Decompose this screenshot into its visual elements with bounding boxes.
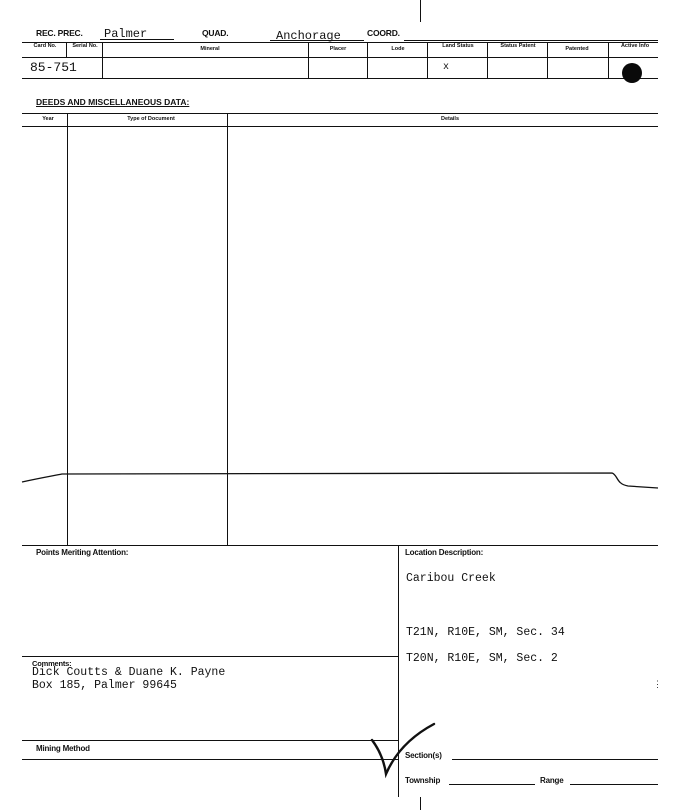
col-lode: Lode [391,46,405,52]
col-mineral: Mineral [200,46,220,52]
land-status-mark: x [443,62,450,73]
divider-status-patented [547,42,548,78]
card-no-value: 85-751 [30,60,77,75]
col-land-status: Land Status [442,43,474,49]
col-active-info: Active Info [620,43,650,49]
section-field-line[interactable] [452,759,658,760]
divider-mineral-placer [308,42,309,78]
location-label: Location Description: [405,548,484,557]
checkmark-icon [368,720,438,780]
comments-top-rule [22,656,398,657]
location-line-1: Caribou Creek [406,572,496,585]
deeds-col-details: Details [440,116,460,122]
township-field-line[interactable] [449,784,535,785]
header-bottom-rule [22,57,658,58]
location-line-2: T21N, R10E, SM, Sec. 34 [406,626,565,639]
mining-method-label: Mining Method [36,744,90,753]
points-label: Points Meriting Attention: [36,548,129,557]
col-status-patent: Status Patent [500,43,536,49]
col-patented: Patented [565,46,589,52]
comments-line-2: Box 185, Palmer 99645 [32,679,177,692]
top-center-mark [420,0,421,22]
deeds-top-rule [22,113,658,114]
fold-line [0,466,678,496]
mining-bottom-rule [22,759,398,760]
deeds-title: DEEDS AND MISCELLANEOUS DATA: [36,97,190,107]
mining-top-rule [22,740,398,741]
row-bottom-rule [22,78,658,79]
township-label: Township [405,776,441,785]
rec-prec-label: REC. PREC. [36,28,83,38]
header-top-rule [22,42,658,43]
divider-serial-mineral [102,42,103,78]
deeds-header-rule [22,126,658,127]
divider-land-status [487,42,488,78]
divider-placer-lode [367,42,368,78]
edge-dots: ⋮ [653,679,662,689]
deeds-col-year: Year [42,116,54,122]
quad-value: Anchorage [276,29,341,43]
divider-card-serial [66,42,67,57]
section-label: Section(s) [405,751,442,760]
coord-underline [404,40,658,41]
quad-label: QUAD. [202,28,229,38]
comments-line-1: Dick Coutts & Duane K. Payne [32,666,226,679]
bottom-center-mark [420,797,421,810]
deeds-bottom-rule [22,545,658,546]
coord-label: COORD. [367,28,400,38]
active-info-dot [622,63,642,83]
range-label: Range [540,776,564,785]
location-line-3: T20N, R10E, SM, Sec. 2 [406,652,558,665]
divider-lode-land [427,42,428,78]
divider-patented-active [608,42,609,78]
comments-label: Comments: [32,659,72,668]
rec-prec-value: Palmer [104,27,148,41]
range-field-line[interactable] [570,784,658,785]
col-card-no: Card No. [33,43,57,49]
col-serial-no: Serial No. [72,43,98,49]
quad-underline [270,40,364,41]
col-placer: Placer [329,46,347,52]
deeds-col-type: Type of Document [127,116,175,122]
rec-prec-underline [100,39,174,40]
